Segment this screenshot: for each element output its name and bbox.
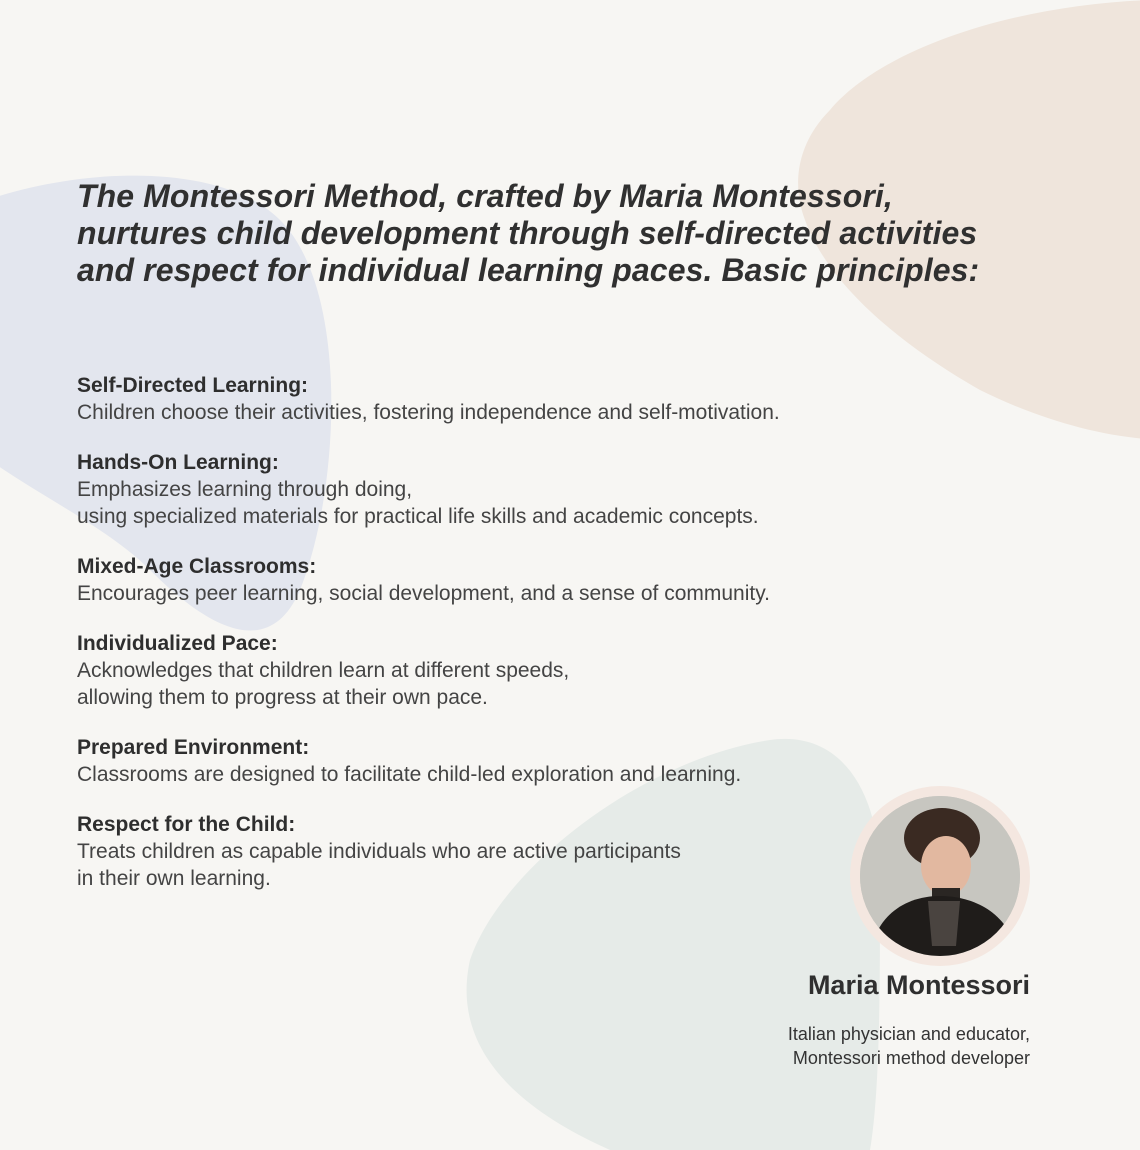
principle-title: Hands-On Learning: <box>77 451 279 474</box>
portrait-photo <box>850 786 1030 966</box>
principle-description: Emphasizes learning through doing, using specialized materials for practical life skills and academic concepts. <box>77 478 759 528</box>
principles-list <box>77 372 977 915</box>
principle-item <box>77 449 977 530</box>
principle-title: Self-Directed Learning: <box>77 374 309 397</box>
person-silhouette-icon <box>860 796 1020 956</box>
principle-item <box>77 811 977 892</box>
person-caption: Italian physician and educator, Montessori method developer <box>787 1024 1030 1068</box>
principle-title: Prepared Environment: <box>77 736 310 759</box>
principle-description: Classrooms are designed to facilitate child-led exploration and learning. <box>77 763 742 786</box>
portrait-image <box>860 796 1020 956</box>
principle-description: Acknowledges that children learn at different speeds, allowing them to progress at their own pace. <box>77 659 570 709</box>
principle-title: Mixed-Age Classrooms: <box>77 555 317 578</box>
intro-section <box>77 178 1057 289</box>
principle-description: Children choose their activities, fostering independence and self-motivation. <box>77 401 780 424</box>
principle-title: Respect for the Child: <box>77 813 296 836</box>
person-name: Maria Montessori <box>807 970 1030 1000</box>
principle-item <box>77 630 977 711</box>
intro-heading: The Montessori Method, crafted by Maria Montessori, nurtures child development through self-directed activities and respect for individual learning paces. Basic principles: <box>77 178 980 288</box>
principle-description: Encourages peer learning, social development, and a sense of community. <box>77 582 771 605</box>
principle-item <box>77 553 977 607</box>
principle-title: Individualized Pace: <box>77 632 278 655</box>
principle-description: Treats children as capable individuals who are active participants in their own learning. <box>77 840 681 890</box>
principle-item <box>77 734 977 788</box>
principle-item <box>77 372 977 426</box>
